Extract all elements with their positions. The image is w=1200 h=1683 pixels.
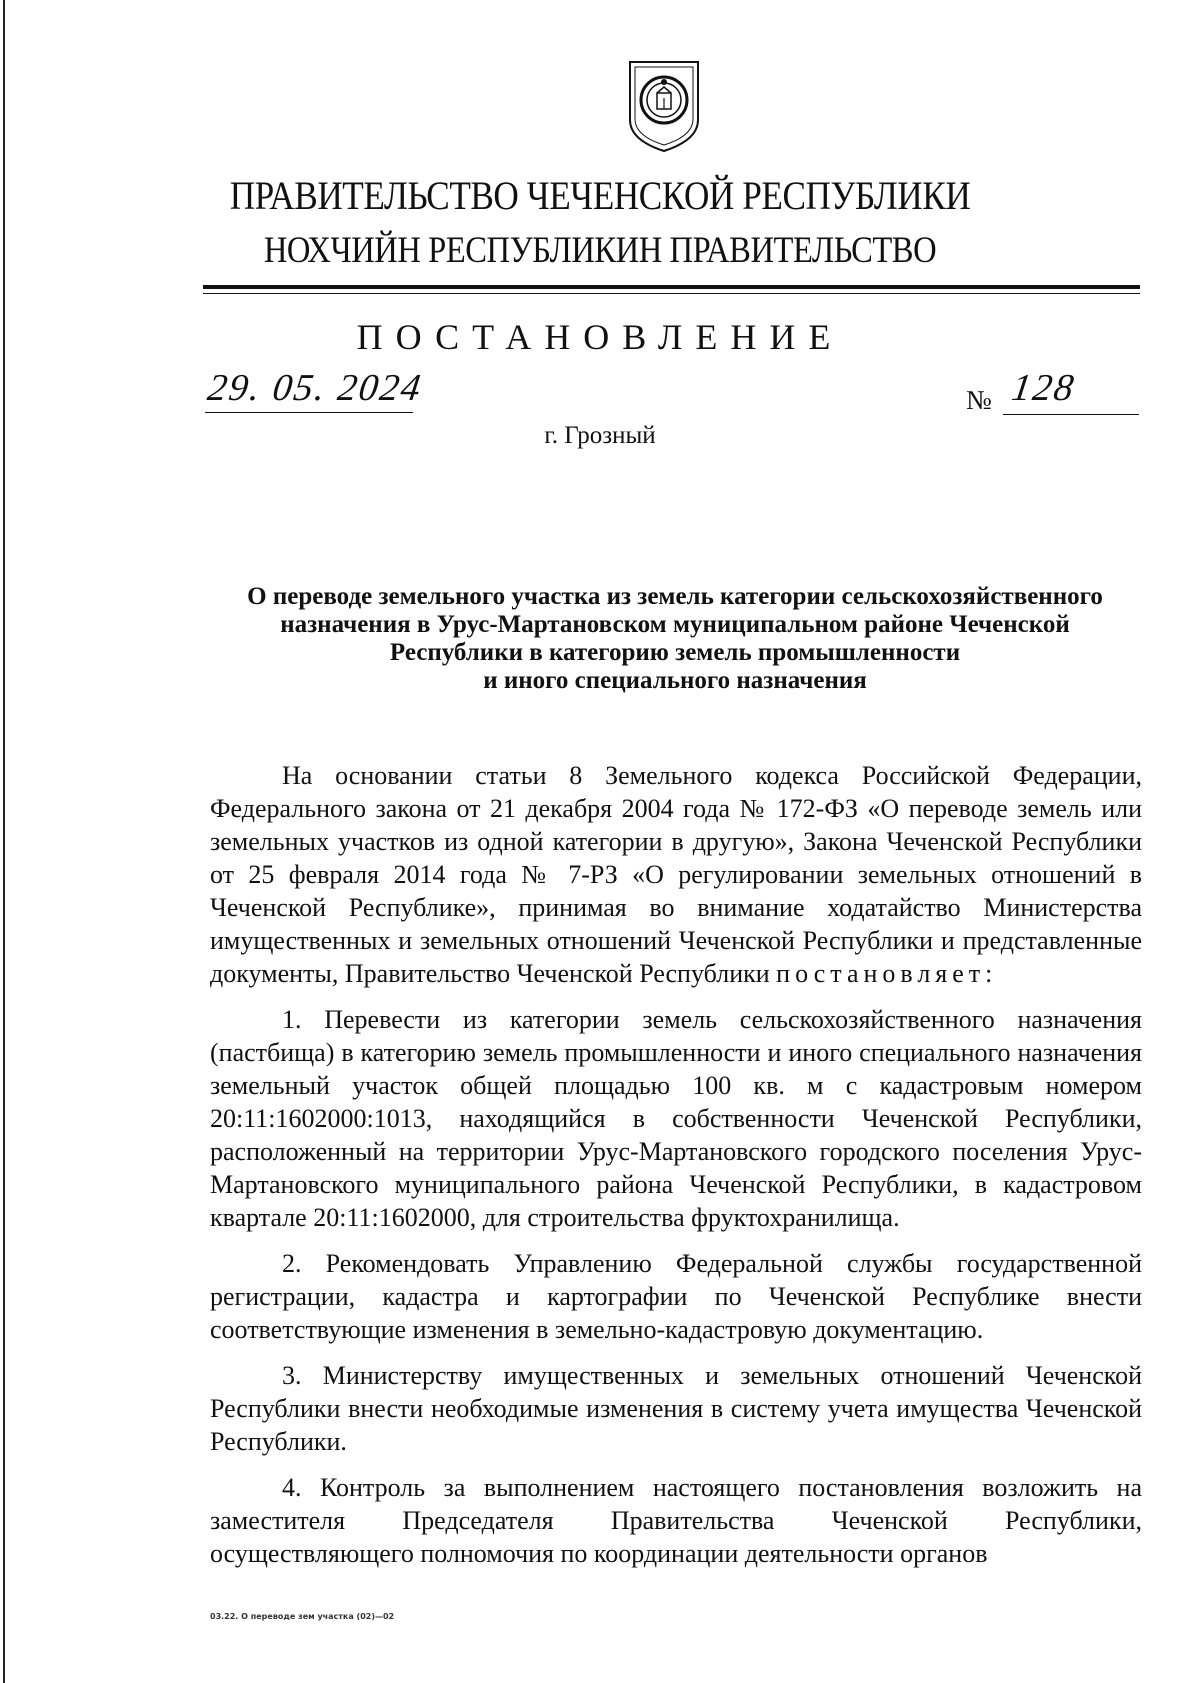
preamble-text: На основании статьи 8 Земельного кодекса Российской Федерации, Федерального закона от 21 декабря 2004 года № 172-ФЗ «О переводе земель или земельных участков из одной категории в другую», Закона Чеченской Республики от 25 февраля 2014 года № 7-РЗ «О регулировании земельных отношений в Чеченской Республике», принимая во внимание ходатайство Министерства имущественных и земельных отношений Чеченской Республики и представленные документы, Правительство Чеченской Республики: [210, 761, 1142, 988]
subject-line: назначения в Урус-Мартановском муниципальном районе Чеченской: [280, 611, 1070, 638]
preamble-paragraph: [210, 759, 1142, 990]
subject-line: О переводе земельного участка из земель категории сельскохозяйственного: [247, 583, 1103, 610]
clause-2: 2. Рекомендовать Управлению Федеральной службы государственной регистрации, кадастра и картографии по Чеченской Республике внести соответствующие изменения в земельно-кадастровую документацию.: [210, 1249, 1142, 1344]
footer-file-code: 03.22. О переводе зем участка (02)—02: [210, 1612, 395, 1621]
subject-line: и иного специального назначения: [483, 667, 867, 694]
government-title-ru: ПРАВИТЕЛЬСТВО ЧЕЧЕНСКОЙ РЕСПУБЛИКИ: [229, 173, 971, 218]
document-number: 128: [1009, 367, 1078, 409]
clause-3: 3. Министерству имущественных и земельных отношений Чеченской Республики внести необходимые изменения в систему учета имущества Чеченской Республики.: [210, 1361, 1142, 1456]
header-divider-thin: [203, 293, 1140, 294]
city-label: г. Грозный: [544, 422, 656, 449]
resolves-word: постановляет:: [776, 959, 998, 988]
document-subject: [210, 583, 1140, 695]
government-title-ce: НОХЧИЙН РЕСПУБЛИКИН ПРАВИТЕЛЬСТВО: [263, 230, 937, 271]
document-type-heading: ПОСТАНОВЛЕНИЕ: [356, 317, 844, 357]
number-sign: №: [966, 385, 992, 415]
clause-1: 1. Перевести из категории земель сельскохозяйственного назначения (пастбища) в категорию земель промышленности и иного специального назначения земельный участок общей площадью 100 кв. м с кадастровым номером 20:11:1602000:1013, находящийся в собственности Чеченской Республики, расположенный на территории Урус-Мартановского городского поселения Урус-Мартановского муниципального района Чеченской Республики, в кадастровом квартале 20:11:1602000, для строительства фруктохранилища.: [210, 1005, 1142, 1232]
date-underline: [205, 412, 413, 413]
header-divider: [203, 285, 1140, 289]
clause-4: 4. Контроль за выполнением настоящего постановления возложить на заместителя Председателя Правительства Чеченской Республики, осуществляющего полномочия по координации деятельности органов: [210, 1473, 1142, 1568]
document-date: 29. 05. 2024: [205, 367, 425, 409]
number-underline: [1003, 414, 1139, 415]
coat-of-arms-icon: [626, 58, 702, 154]
scan-edge-line: [3, 0, 5, 1683]
subject-line: Республики в категорию земель промышленности: [389, 639, 961, 666]
document-body: [210, 759, 1142, 1583]
